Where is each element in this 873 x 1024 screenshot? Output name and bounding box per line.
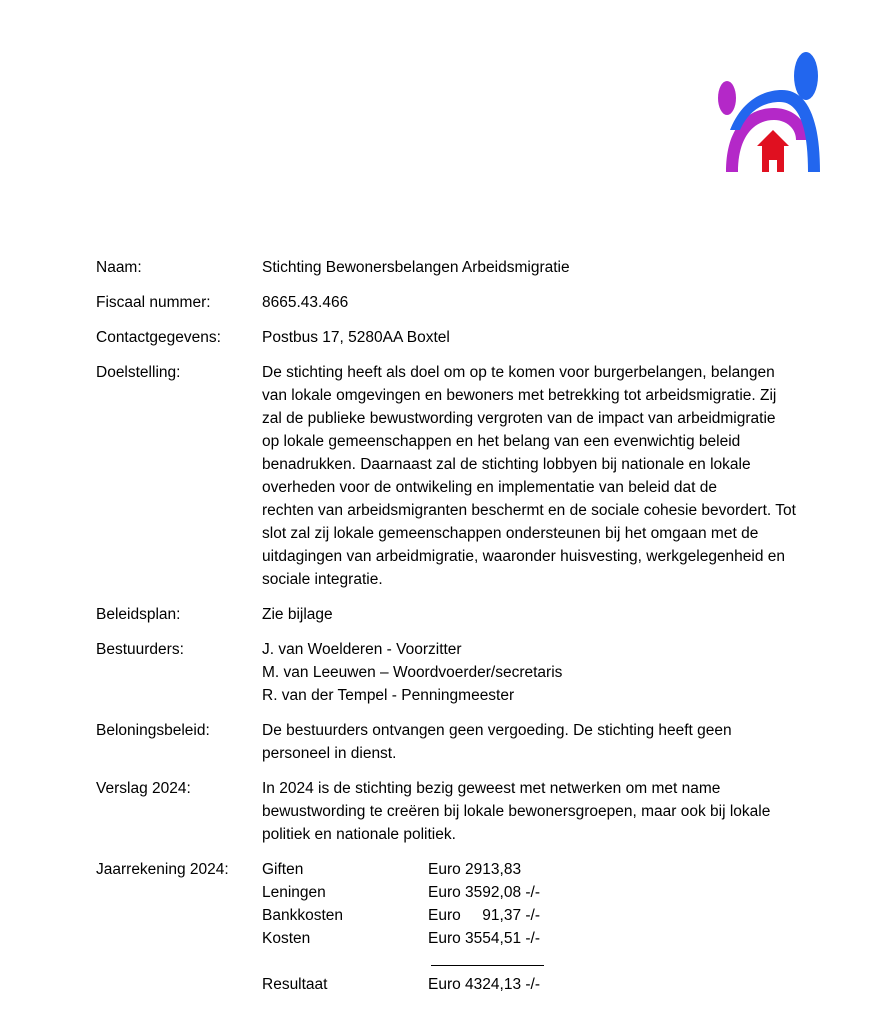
text-line: bewustwording te creëren bij lokale bewonersgroepen, maar ook bij lokale xyxy=(262,803,771,820)
field-label: Jaarrekening 2024: xyxy=(96,861,229,878)
document-body xyxy=(96,256,816,1008)
field-value xyxy=(262,256,816,279)
finance-row-bankkosten xyxy=(262,904,816,927)
finance-item-name: Giften xyxy=(262,861,304,878)
text-line: M. van Leeuwen – Woordvoerder/secretaris xyxy=(262,664,563,681)
text-line: slot zal zij lokale gemeenschappen ondersteunen bij het omgaan met de xyxy=(262,525,759,542)
field-doelstelling xyxy=(96,361,816,591)
spacer xyxy=(262,950,816,973)
house-with-people-logo xyxy=(712,50,822,176)
text-line: De bestuurders ontvangen geen vergoeding. De stichting heeft geen xyxy=(262,722,732,739)
finance-row-kosten xyxy=(262,927,816,950)
field-bestuurders xyxy=(96,638,816,707)
finance-item-amount: Euro 2913,83 xyxy=(428,861,522,878)
field-label: Naam: xyxy=(96,259,142,276)
text-line: Postbus 17, 5280AA Boxtel xyxy=(262,329,450,346)
field-fiscaal-nummer xyxy=(96,291,816,314)
finance-result-name: Resultaat xyxy=(262,976,328,993)
finance-item-amount: Euro 3592,08 -/- xyxy=(428,884,541,901)
text-line: benadrukken. Daarnaast zal de stichting lobbyen bij nationale en lokale xyxy=(262,456,751,473)
finance-item-name: Kosten xyxy=(262,930,311,947)
text-line: 8665.43.466 xyxy=(262,294,349,311)
field-verslag-2024 xyxy=(96,777,816,846)
field-label: Beleidsplan: xyxy=(96,606,181,623)
field-label: Doelstelling: xyxy=(96,364,181,381)
text-line: In 2024 is de stichting bezig geweest met netwerken om met name xyxy=(262,780,721,797)
field-label: Fiscaal nummer: xyxy=(96,294,211,311)
text-line: zal de publieke bewustwording vergroten van de impact van arbeidmigratie xyxy=(262,410,776,427)
house-icon xyxy=(757,130,789,172)
finance-row-resultaat xyxy=(262,973,816,996)
text-line: politiek en nationale politiek. xyxy=(262,826,456,843)
magenta-head xyxy=(718,81,736,115)
field-value xyxy=(262,361,816,591)
field-label: Verslag 2024: xyxy=(96,780,191,797)
field-label: Contactgegevens: xyxy=(96,329,221,346)
text-line: op lokale gemeenschappen en het belang van een evenwichtig beleid xyxy=(262,433,741,450)
finance-result-amount: Euro 4324,13 -/- xyxy=(428,976,541,993)
text-line: De stichting heeft als doel om op te komen voor burgerbelangen, belangen xyxy=(262,364,775,381)
text-line: rechten van arbeidsmigranten beschermt en de sociale cohesie bevordert. Tot xyxy=(262,502,796,519)
finance-row-leningen xyxy=(262,881,816,904)
text-line: J. van Woelderen - Voorzitter xyxy=(262,641,462,658)
field-value xyxy=(262,777,816,846)
finance-item-amount: Euro 91,37 -/- xyxy=(428,907,540,924)
text-line: Zie bijlage xyxy=(262,606,333,623)
text-line: personeel in dienst. xyxy=(262,745,397,762)
text-line: sociale integratie. xyxy=(262,571,383,588)
text-line: overheden voor de ontwikeling en implementatie van beleid dat de xyxy=(262,479,717,496)
text-line: R. van der Tempel - Penningmeester xyxy=(262,687,515,704)
field-value xyxy=(262,719,816,765)
field-value xyxy=(262,638,816,707)
text-line: van lokale omgevingen en bewoners met betrekking tot arbeidsmigratie. Zij xyxy=(262,387,777,404)
text-line: Stichting Bewonersbelangen Arbeidsmigratie xyxy=(262,259,570,276)
field-value xyxy=(262,603,816,626)
finance-item-name: Leningen xyxy=(262,884,326,901)
field-label: Beloningsbeleid: xyxy=(96,722,210,739)
blue-head xyxy=(794,52,818,100)
finance-row-giften xyxy=(262,858,816,881)
financial-table xyxy=(262,858,816,996)
field-naam xyxy=(96,256,816,279)
field-jaarrekening-2024 xyxy=(96,858,816,996)
field-label: Bestuurders: xyxy=(96,641,184,658)
field-value xyxy=(262,326,816,349)
field-contactgegevens xyxy=(96,326,816,349)
field-beloningsbeleid xyxy=(96,719,816,765)
finance-item-name: Bankkosten xyxy=(262,907,343,924)
finance-item-amount: Euro 3554,51 -/- xyxy=(428,930,541,947)
field-value xyxy=(262,291,816,314)
text-line: uitdagingen van arbeidmigratie, waaronder huisvesting, werkgelegenheid en xyxy=(262,548,786,565)
total-underline xyxy=(431,965,544,966)
field-beleidsplan xyxy=(96,603,816,626)
